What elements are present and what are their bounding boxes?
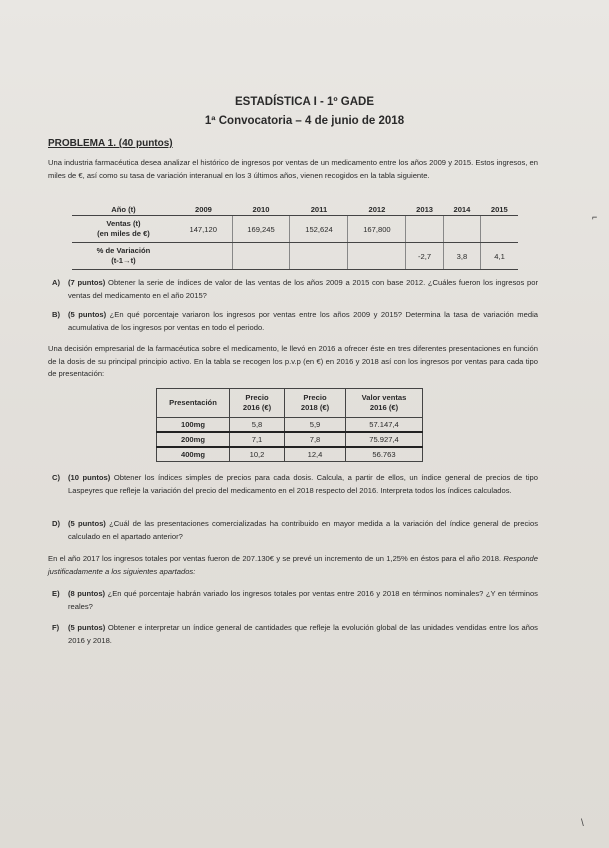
sales-row-label: Ventas (t) (en miles de €)	[72, 216, 175, 243]
variation-row-label: % de Variación (t-1→t)	[72, 243, 175, 270]
question-e: E) (8 puntos) ¿En qué porcentaje habrán variado los ingresos totales por ventas entre 2016 y 2018 en términos nominales? ¿Y en términos reales?	[52, 589, 538, 611]
context-paragraph: En el año 2017 los ingresos totales por ventas fueron de 207.130€ y se prevé un incremento de un 1,25% en éstos para el año 2018. Responde justificadamente a los siguientes apartados:	[48, 554, 538, 576]
variation-empty	[175, 243, 232, 270]
sales-row	[72, 216, 518, 243]
presentations-header	[157, 389, 423, 418]
col-price-2018: Precio 2018 (€)	[285, 389, 346, 418]
year-cell: 2014	[443, 203, 480, 216]
question-c: C) (10 puntos) Obtener los índices simples de precios para cada dosis. Calcula, a partir de ellos, un índice general de precios de tipo Laspeyres que refleje la variación del precio del medicamento en el 2018 respecto del 2016. Interpreta todos los índices calculados.	[52, 473, 538, 495]
variation-empty	[348, 243, 406, 270]
table-row: 100mg 5,8 5,9 57.147,4	[157, 418, 423, 433]
table-row: 200mg 7,1 7,8 75.927,4	[157, 432, 423, 447]
question-f: F) (5 puntos) Obtener e interpretar un índice general de cantidades que refleje la evolución global de las unidades vendidas entre los años 2016 y 2018.	[52, 623, 538, 645]
table-row: 400mg 10,2 12,4 56.763	[157, 447, 423, 462]
year-cell: 2012	[348, 203, 406, 216]
sales-value: 169,245	[232, 216, 290, 243]
intro-paragraph: Una industria farmacéutica desea analizar el histórico de ingresos por ventas de un medicamento entre los años 2009 y 2015. Estos ingresos, en miles de €, así como su tasa de variación interanual en los 3 últimos años, vienen recogidos en la tabla siguiente.	[48, 158, 538, 180]
sales-value: 147,120	[175, 216, 232, 243]
year-cell: 2011	[290, 203, 348, 216]
pencil-mark: \	[581, 818, 584, 829]
year-header: Año (t)	[72, 203, 175, 216]
sales-value: 167,800	[348, 216, 406, 243]
col-price-2016: Precio 2016 (€)	[230, 389, 285, 418]
pencil-mark: ⌐	[592, 212, 598, 222]
year-cell: 2009	[175, 203, 232, 216]
question-a: A) (7 puntos) Obtener la serie de índices de valor de las ventas de los años 2009 a 2015 con base 2012. ¿Cuáles fueron los ingresos por ventas del medicamento en el año 2015?	[52, 278, 538, 300]
question-d: D) (5 puntos) ¿Cuál de las presentaciones comercializadas ha contribuido en mayor medida a la variación del índice general de precios calculado en el apartado anterior?	[52, 519, 538, 541]
year-cell: 2013	[406, 203, 443, 216]
variation-value: -2,7	[406, 243, 443, 270]
exam-title: ESTADÍSTICA I - 1º GADE	[234, 96, 375, 108]
sales-empty	[443, 216, 480, 243]
sales-value: 152,624	[290, 216, 348, 243]
year-cell: 2010	[232, 203, 290, 216]
sales-table-header	[72, 203, 518, 216]
variation-row	[72, 243, 518, 270]
variation-value: 4,1	[481, 243, 518, 270]
problem-title: PROBLEMA 1. (40 puntos)	[48, 138, 173, 149]
variation-value: 3,8	[443, 243, 480, 270]
col-presentation: Presentación	[157, 389, 230, 418]
presentations-paragraph: Una decisión empresarial de la farmacéutica sobre el medicamento, le llevó en 2016 a ofrecer éste en tres diferentes presentaciones en función de la dosis de su principal principio activo. En la tabla se recogen los p.v.p (en €) en 2016 y 2018 así con los ingresos por ventas para cada tipo de presentación:	[48, 344, 538, 378]
variation-empty	[290, 243, 348, 270]
col-sales-value: Valor ventas 2016 (€)	[346, 389, 423, 418]
exam-subtitle: 1ª Convocatoria – 4 de junio de 2018	[204, 115, 405, 127]
sales-empty	[481, 216, 518, 243]
sales-empty	[406, 216, 443, 243]
sales-table	[72, 203, 518, 270]
presentations-table	[156, 388, 423, 462]
year-cell: 2015	[481, 203, 518, 216]
variation-empty	[232, 243, 290, 270]
question-b: B) (5 puntos) ¿En qué porcentaje variaron los ingresos por ventas entre los años 2009 y 2015? Determina la tasa de variación media acumulativa de los ingresos por ventas en todo el periodo.	[52, 310, 538, 332]
